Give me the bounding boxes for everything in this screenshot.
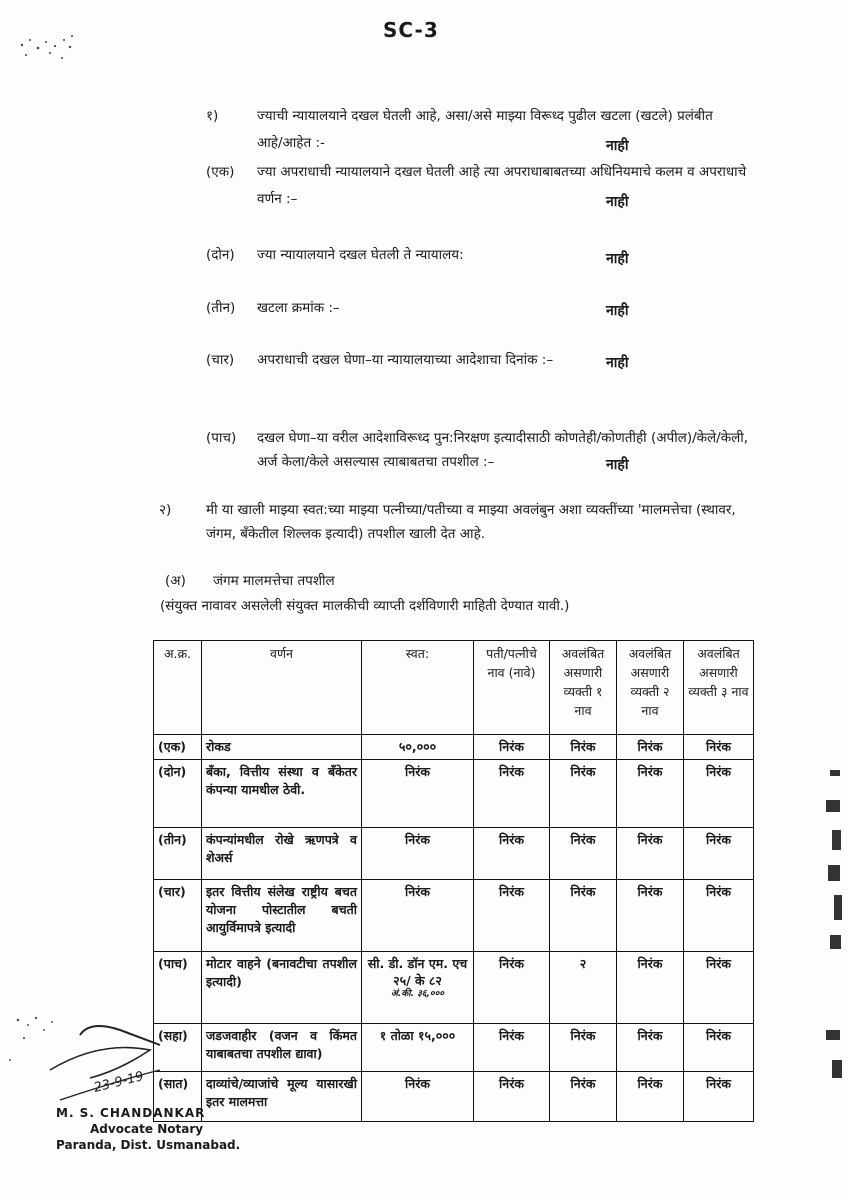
row-dep1: निरंक <box>550 1072 617 1122</box>
section2-line1: मी या खाली माझ्या स्वत:च्या माझ्या पत्नीच्या/पतीच्या व माझ्या अवलंबुन अशा व्यक्तींच्या 'मालमत्तेचा (स्थावर, <box>206 502 736 518</box>
row-self: निरंक <box>362 880 474 952</box>
subsection-note: (संयुक्त नावावर असलेली संयुक्त मालकीची व्याप्ती दर्शविणारी माहिती देण्यात यावी.) <box>160 598 570 614</box>
row-dep2: निरंक <box>617 1072 684 1122</box>
stamp-place: Paranda, Dist. Usmanabad. <box>56 1138 241 1152</box>
row-dep2: निरंक <box>617 880 684 952</box>
row-description: जडजवाहीर (वजन व किंमत याबाबतचा तपशील द्यावा) <box>202 1024 362 1072</box>
row-sr: (एक) <box>154 735 202 760</box>
row-description: दाव्यांचे/व्याजांचे मूल्य यासारखी इतर मालमत्ता <box>202 1072 362 1122</box>
row-dep2: निरंक <box>617 735 684 760</box>
row-description: बँका, वित्तीय संस्था व बँकेतर कंपन्या यामधील ठेवी. <box>202 760 362 828</box>
section1-line2: आहे/आहेत :- <box>257 135 325 151</box>
item-text: दखल घेणा–या वरील आदेशाविरूध्द पुन:निरक्षण इत्यादीसाठी कोणतेही/कोणतीही (अपील)/केले/केली, <box>257 430 749 446</box>
row-description: इतर वित्तीय संलेख राष्ट्रीय बचत योजना पोस्टातील बचती आयुर्विमापत्रे इत्यादी <box>202 880 362 952</box>
row-dep1: २ <box>550 952 617 1024</box>
section2-number: २) <box>159 502 172 518</box>
row-spouse: निरंक <box>474 1024 550 1072</box>
row-dep1: निरंक <box>550 1024 617 1072</box>
row-description: रोकड <box>202 735 362 760</box>
row-sr: (सहा) <box>154 1024 202 1072</box>
signature-date: 23-9-19 <box>92 1069 146 1096</box>
signature-stroke <box>80 1026 160 1045</box>
stamp-title: Advocate Notary <box>90 1122 204 1136</box>
row-self: निरंक <box>362 760 474 828</box>
header-dependent-2: अवलंबित असणारी व्यक्ती २ नाव <box>617 641 684 735</box>
row-sr: (पाच) <box>154 952 202 1024</box>
row-self: १ तोळा १५,००० <box>362 1024 474 1072</box>
scan-speckles-top-left <box>21 35 73 59</box>
row-sr: (चार) <box>154 880 202 952</box>
row-sr: (सात) <box>154 1072 202 1122</box>
header-sr: अ.क्र. <box>154 641 202 735</box>
item-text: अपराधाची दखल घेणा–या न्यायालयाच्या आदेशाचा दिनांक :– <box>257 352 554 368</box>
item-label: (एक) <box>206 164 235 180</box>
row-spouse: निरंक <box>474 760 550 828</box>
item-text-cont: वर्णन :– <box>257 191 298 207</box>
item-answer: नाही <box>606 194 629 210</box>
header-dependent-1: अवलंबित असणारी व्यक्ती १ नाव <box>550 641 617 735</box>
row-self: निरंक <box>362 828 474 880</box>
row-description: कंपन्यांमधील रोखे ऋणपत्रे व शेअर्स <box>202 828 362 880</box>
item-text-cont: अर्ज केला/केले असल्यास त्याबाबतचा तपशील :– <box>257 454 495 470</box>
header-dependent-3: अवलंबित असणारी व्यक्ती ३ नाव <box>684 641 754 735</box>
row-dep1: निरंक <box>550 828 617 880</box>
row-dep3: निरंक <box>684 1072 754 1122</box>
item-label: (चार) <box>206 352 235 368</box>
item-answer: नाही <box>606 303 629 319</box>
section1-number: १) <box>206 108 219 124</box>
section1-answer: नाही <box>606 138 629 154</box>
subsection-label: (अ) <box>165 573 186 589</box>
row-dep3: निरंक <box>684 760 754 828</box>
row-dep1: निरंक <box>550 760 617 828</box>
row-dep3: निरंक <box>684 952 754 1024</box>
row-spouse: निरंक <box>474 828 550 880</box>
row-self: ५०,००० <box>362 735 474 760</box>
row-dep1: निरंक <box>550 880 617 952</box>
notary-stamp <box>56 1105 240 1153</box>
row-spouse: निरंक <box>474 952 550 1024</box>
stamp-name: M. S. CHANDANKAR <box>56 1106 206 1120</box>
handwritten-value-note: अं.की. ३६,००० <box>391 989 444 999</box>
item-text: ज्या न्यायालयाने दखल घेतली ते न्यायालय: <box>257 247 464 263</box>
row-dep2: निरंक <box>617 1024 684 1072</box>
row-dep3: निरंक <box>684 735 754 760</box>
section1-line1: ज्याची न्यायालयाने दखल घेतली आहे, असा/असे माझ्या विरूध्द पुढील खटला (खटले) प्रलंबीत <box>257 108 713 124</box>
row-self: सी. डी. डॉन एम. एच २५/ के ८२ <box>367 956 468 988</box>
item-text: खटला क्रमांक :– <box>257 300 340 316</box>
subsection-title: जंगम मालमत्तेचा तपशील <box>213 573 335 589</box>
row-spouse: निरंक <box>474 735 550 760</box>
header-spouse: पती/पत्नीचे नाव (नावे) <box>474 641 550 735</box>
item-answer: नाही <box>606 251 629 267</box>
row-description: मोटार वाहने (बनावटीचा तपशील इत्यादी) <box>202 952 362 1024</box>
item-text: ज्या अपराधाची न्यायालयाने दखल घेतली आहे त्या अपराधाबाबतच्या अधिनियमाचे कलम व अपराधाचे <box>257 164 747 180</box>
row-dep2: निरंक <box>617 828 684 880</box>
row-dep3: निरंक <box>684 880 754 952</box>
item-answer: नाही <box>606 355 629 371</box>
row-spouse: निरंक <box>474 1072 550 1122</box>
item-label: (पाच) <box>206 430 237 446</box>
row-spouse: निरंक <box>474 880 550 952</box>
header-self: स्वत: <box>362 641 474 735</box>
row-sr: (तीन) <box>154 828 202 880</box>
item-answer: नाही <box>606 457 629 473</box>
row-self: निरंक <box>362 1072 474 1122</box>
section2-line2: जंगम, बँकेतील शिल्लक इत्यादी) तपशील खाली देत आहे. <box>206 526 486 542</box>
page-mark: SC-3 <box>383 18 439 42</box>
row-dep2: निरंक <box>617 760 684 828</box>
header-description: वर्णन <box>202 641 362 735</box>
row-dep1: निरंक <box>550 735 617 760</box>
scan-speckles-right-edge <box>826 770 842 1078</box>
row-sr: (दोन) <box>154 760 202 828</box>
item-label: (दोन) <box>206 247 235 263</box>
row-dep3: निरंक <box>684 828 754 880</box>
row-dep3: निरंक <box>684 1024 754 1072</box>
item-label: (तीन) <box>206 300 236 316</box>
scan-speckles-left <box>9 1017 53 1061</box>
row-dep2: निरंक <box>617 952 684 1024</box>
